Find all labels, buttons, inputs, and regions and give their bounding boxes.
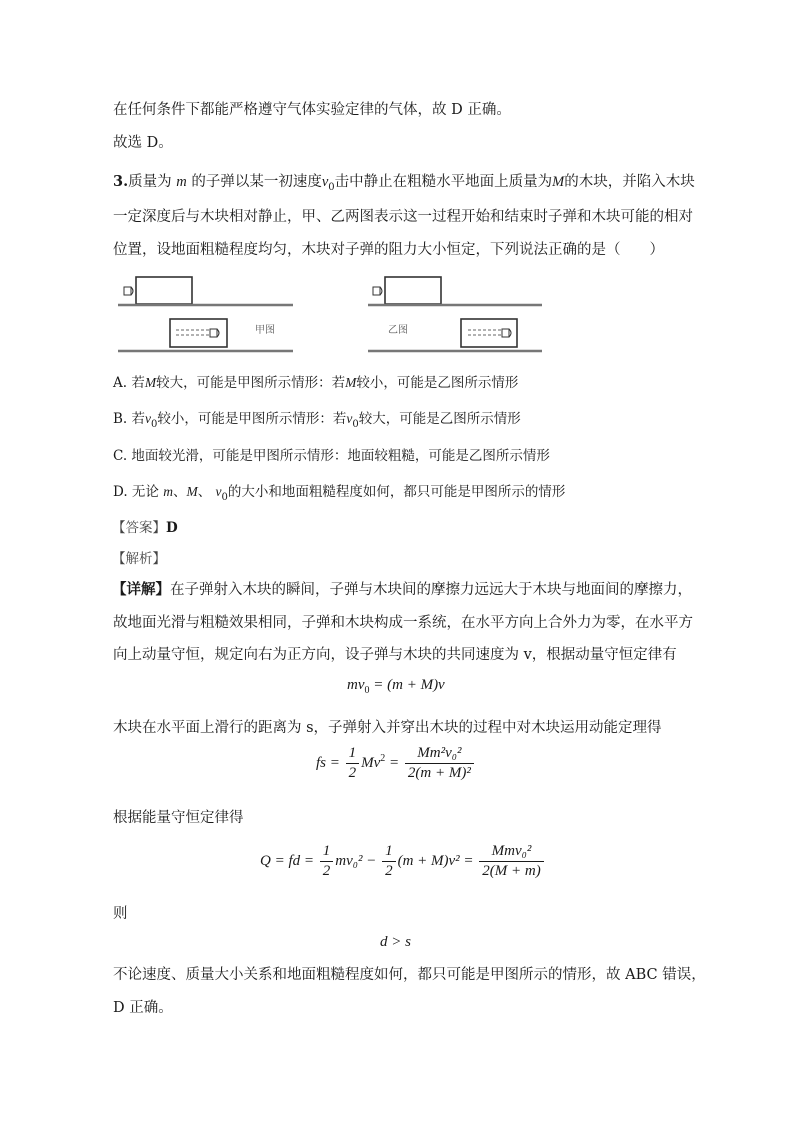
detail-line-4: 木块在水平面上滑行的距离为 s，子弹射入并穿出木块的过程中对木块运用动能定理得 — [113, 720, 662, 736]
option-a — [113, 373, 518, 393]
detail-line-1 — [112, 580, 692, 600]
detail-line-6: 则 — [113, 906, 128, 922]
text: 较小，可能是甲图所示情形：若 — [157, 411, 347, 427]
question-number: 3. — [113, 173, 129, 190]
math-M: M — [345, 375, 357, 390]
math-v: v — [215, 484, 222, 499]
detail-line-5: 根据能量守恒定律得 — [113, 810, 244, 826]
question-3-line-2: 一定深度后与木块相对静止，甲、乙两图表示这一过程开始和结束时子弹和木块可能的相对 — [113, 209, 693, 225]
math-m: m — [176, 174, 187, 190]
answer-value: D — [166, 520, 178, 536]
text: 质量为 — [128, 174, 172, 190]
figure-label: 甲图 — [255, 325, 275, 336]
block-top — [136, 277, 192, 304]
text: 较大，可能是乙图所示情形 — [358, 411, 521, 427]
equation-inequality: d > s — [380, 934, 411, 950]
detail-label: 【详解】 — [112, 581, 170, 598]
figure-label: 乙图 — [388, 325, 408, 336]
math-M: M — [186, 484, 198, 499]
option-b — [113, 409, 521, 435]
text: B. 若 — [113, 411, 146, 427]
bullet-icon — [124, 287, 131, 295]
text: 较大，可能是甲图所示情形：若 — [156, 375, 346, 391]
bullet-icon — [502, 329, 509, 337]
detail-line-7: 不论速度、质量大小关系和地面粗糙程度如何，都只可能是甲图所示的情形，故 ABC 错误， — [113, 967, 706, 983]
text: A. 若 — [113, 375, 145, 391]
option-c: C. 地面较光滑，可能是甲图所示情形：地面较粗糙，可能是乙图所示情形 — [113, 448, 550, 464]
detail-line-8: D 正确。 — [113, 1000, 173, 1016]
math-v: v — [321, 174, 329, 190]
math-sub: 0 — [352, 419, 359, 430]
answer-line — [112, 518, 178, 538]
equation-kinetic: fs = $\frac{1}{2}$ $Mv^2$ = $\frac{\text{Mm²v₀²}}{\text{2(m + M)²}}$ — [316, 745, 476, 782]
detail-line-3: 向上动量守恒，规定向右为正方向，设子弹与木块的共同速度为 v，根据动量守恒定律有 — [113, 647, 677, 663]
option-d — [113, 482, 565, 508]
text: 、 — [197, 484, 212, 500]
text: 的木块，并陷入木块 — [564, 174, 695, 190]
text: 较小，可能是乙图所示情形 — [356, 375, 519, 391]
equation-energy: Q = fd = $\frac{1}{2}$ mv₀² − $\frac{1}{2}$ (m + M)v² = $\frac{\text{Mmv₀²}}{2(M + m)}$ — [260, 843, 546, 880]
analysis-label: 【解析】 — [112, 551, 166, 567]
text: 击中静止在粗糙水平地面上质量为 — [334, 174, 553, 190]
text: 在子弹射入木块的瞬间，子弹与木块间的摩擦力远远大于木块与地面间的摩擦力， — [170, 582, 692, 598]
text: 、 — [172, 484, 187, 500]
text: 的大小和地面粗糙程度如何，都只可能是甲图所示的情形 — [227, 484, 566, 500]
math-v: v — [346, 411, 353, 426]
math-v: v — [145, 411, 152, 426]
bullet-icon — [210, 329, 217, 337]
math-m: m — [163, 484, 173, 499]
equation-momentum: $mv_0 = (m + M)v$ — [347, 677, 445, 696]
answer-label: 【答案】 — [112, 520, 166, 536]
block-top — [385, 277, 441, 304]
block-bottom — [170, 319, 227, 347]
text: 的子弹以某一初速度 — [191, 174, 322, 190]
question-3-line-3: 位置，设地面粗糙程度均匀，木块对子弹的阻力大小恒定，下列说法正确的是（ ） — [113, 242, 664, 258]
math-sub: 0 — [221, 492, 228, 503]
math-M: M — [552, 174, 565, 190]
figure-jia — [118, 272, 308, 358]
detail-line-2: 故地面光滑与粗糙效果相同，子弹和木块构成一系统，在水平方向上合外力为零，在水平方 — [113, 615, 693, 631]
text-line: 故选 D。 — [113, 135, 173, 151]
math-sub: 0 — [151, 419, 158, 430]
text: D. 无论 — [113, 484, 159, 500]
text-line: 在任何条件下都能严格遵守气体实验定律的气体，故 D 正确。 — [113, 102, 511, 118]
figure-yi — [368, 272, 548, 358]
bullet-icon — [373, 287, 380, 295]
math-M: M — [144, 375, 157, 390]
math-sub: 0 — [328, 182, 335, 193]
question-3-line-1 — [113, 172, 695, 198]
